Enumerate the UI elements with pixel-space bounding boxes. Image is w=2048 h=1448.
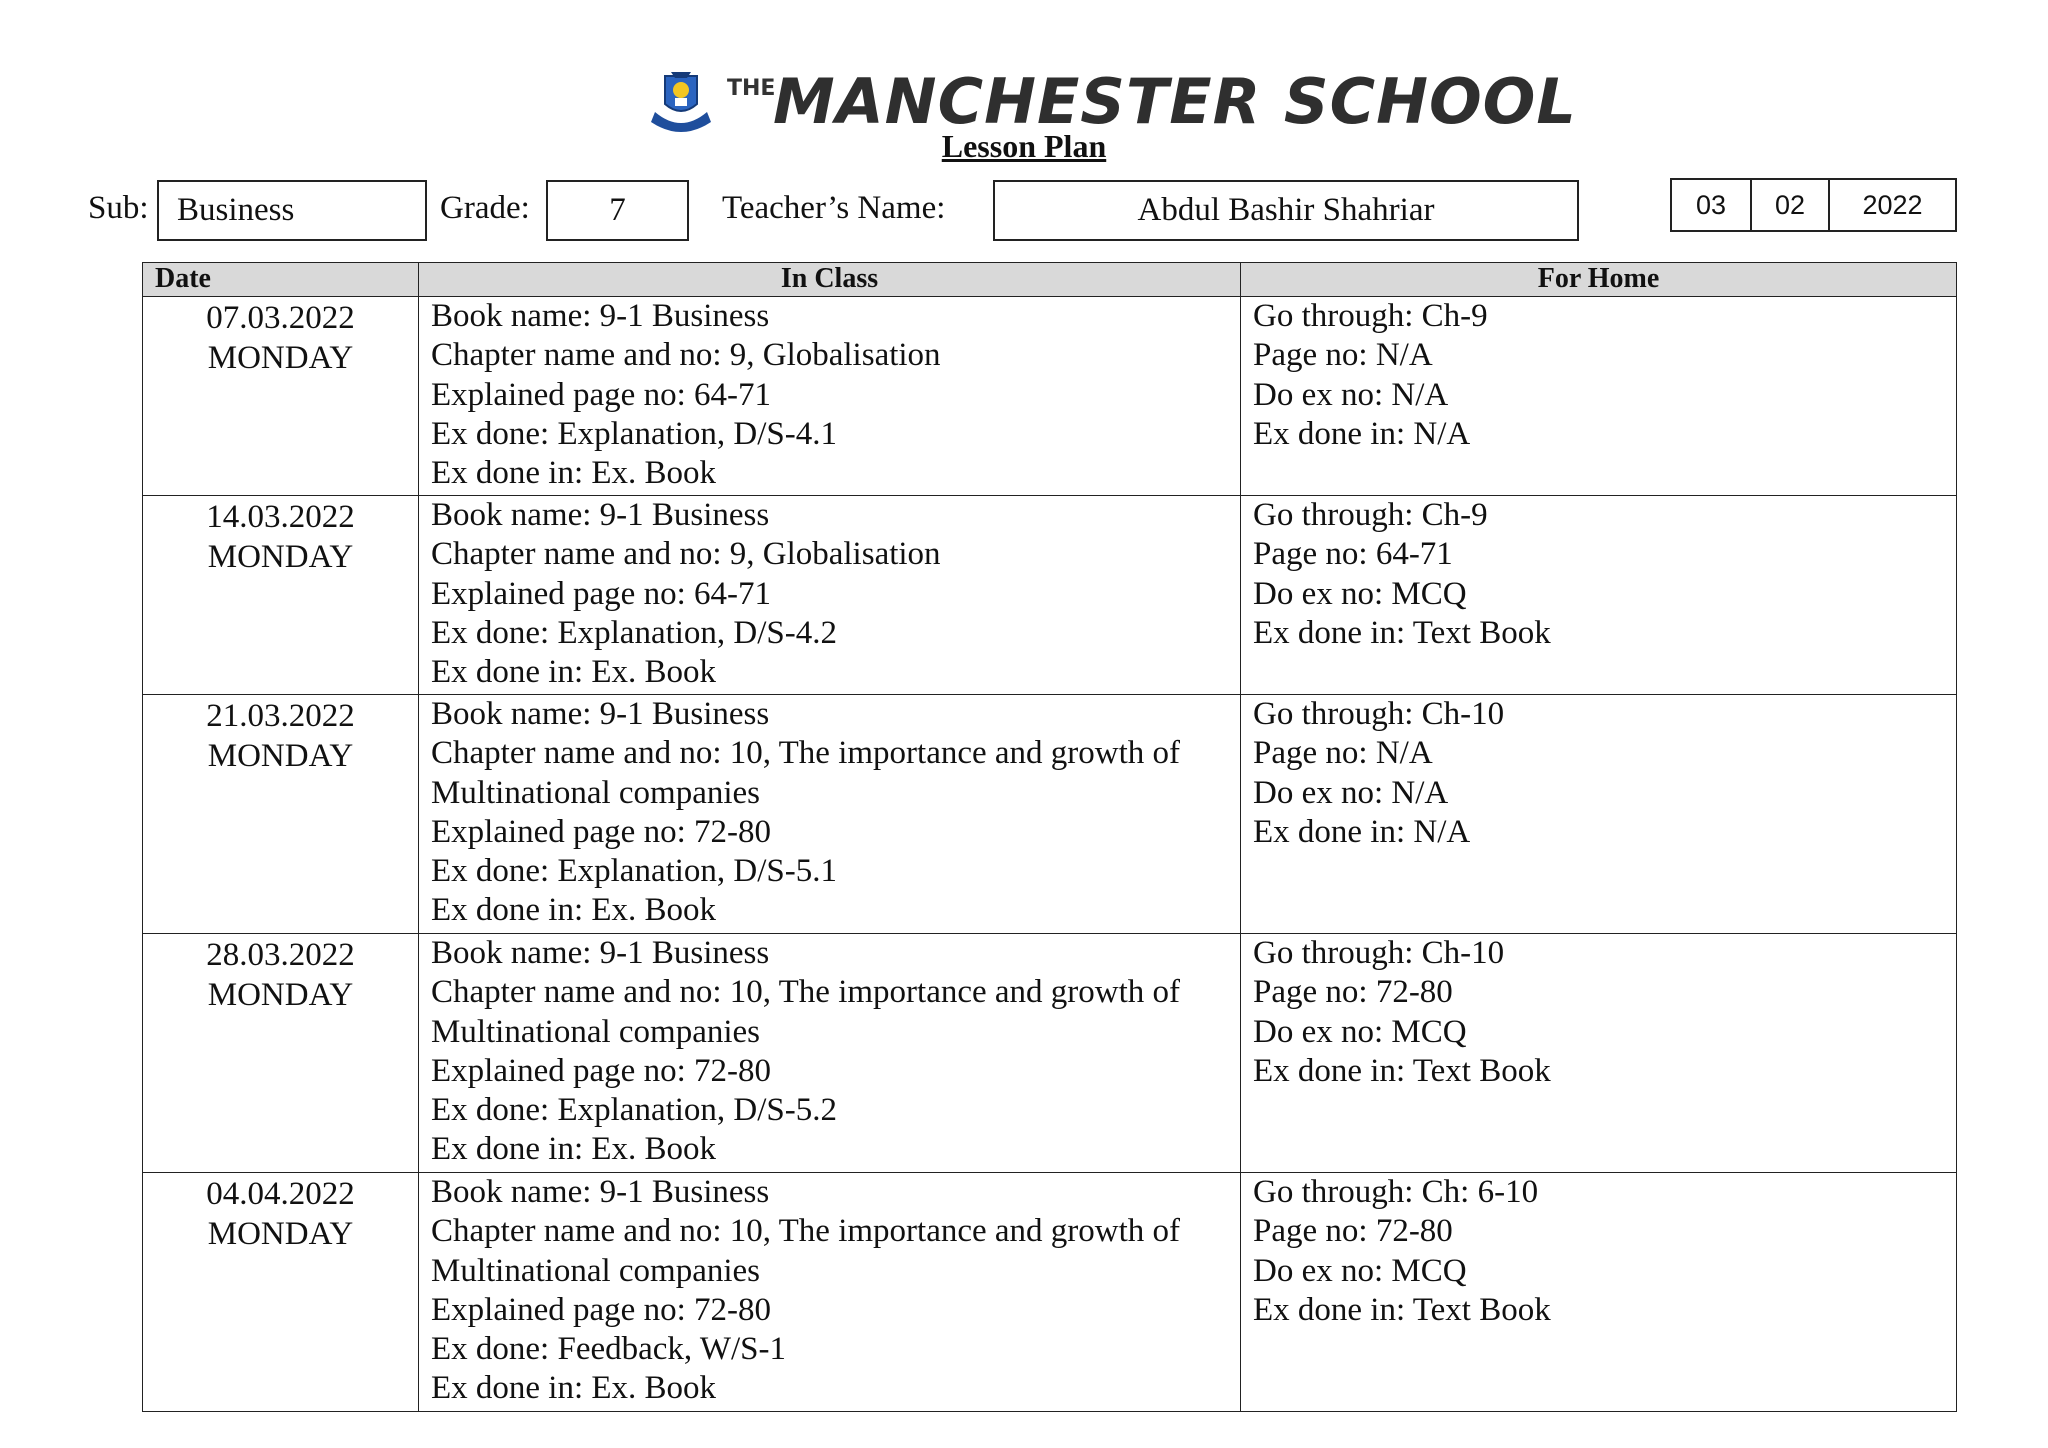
date-cell	[143, 695, 419, 934]
in-class-line: Explained page no: 72-80	[431, 1291, 771, 1328]
table-row	[143, 297, 1957, 496]
date-month: 02	[1752, 180, 1830, 230]
in-class-cell	[419, 1173, 1241, 1412]
in-class-line: Explained page no: 72-80	[431, 813, 771, 850]
row-date: 14.03.2022	[206, 499, 355, 535]
table-header-row	[143, 263, 1957, 297]
row-day: MONDAY	[207, 340, 354, 376]
for-home-line: Go through: Ch: 6-10	[1253, 1174, 1539, 1210]
date-field	[1670, 178, 1957, 232]
in-class-line: Chapter name and no: 9, Globalisation	[431, 536, 941, 573]
in-class-line: Ex done in: Ex. Book	[431, 455, 717, 492]
subject-field	[157, 180, 427, 241]
for-home-line: Ex done in: Text Book	[1253, 1052, 1551, 1089]
in-class-cell	[419, 297, 1241, 496]
date-cell	[143, 934, 419, 1173]
page-title: Lesson Plan	[941, 128, 1107, 164]
in-class-cell	[419, 934, 1241, 1173]
for-home-line: Do ex no: N/A	[1253, 774, 1449, 811]
in-class-line: Ex done in: Ex. Book	[431, 1131, 717, 1168]
lesson-plan-table	[142, 262, 1957, 1412]
subject-value: Business	[177, 192, 295, 228]
row-day: MONDAY	[207, 977, 354, 1013]
for-home-line: Go through: Ch-10	[1253, 935, 1505, 971]
grade-value: 7	[609, 192, 626, 228]
for-home-line: Ex done in: Text Book	[1253, 614, 1551, 651]
for-home-line: Do ex no: MCQ	[1253, 1252, 1467, 1289]
for-home-cell	[1241, 1173, 1957, 1412]
in-class-line: Chapter name and no: 10, The importance and growth of	[431, 735, 1181, 772]
for-home-line: Do ex no: MCQ	[1253, 575, 1467, 612]
row-date: 21.03.2022	[206, 698, 355, 734]
for-home-line: Ex done in: N/A	[1253, 813, 1471, 850]
date-cell	[143, 496, 419, 695]
in-class-line: Ex done in: Ex. Book	[431, 654, 717, 691]
date-cell	[143, 297, 419, 496]
date-year: 2022	[1862, 189, 1923, 220]
in-class-cell	[419, 695, 1241, 934]
header-in-class: In Class	[419, 263, 1241, 297]
for-home-line: Page no: 72-80	[1253, 1213, 1453, 1250]
in-class-line: Book name: 9-1 Business	[431, 935, 770, 971]
in-class-line: Multinational companies	[431, 1013, 761, 1050]
teacher-label: Teacher’s Name:	[722, 190, 946, 226]
header-for-home: For Home	[1241, 263, 1957, 297]
table-row	[143, 1173, 1957, 1412]
for-home-cell	[1241, 297, 1957, 496]
in-class-line: Ex done: Explanation, D/S-5.1	[431, 853, 838, 890]
for-home-line: Do ex no: N/A	[1253, 376, 1449, 413]
subject-label: Sub:	[88, 190, 149, 226]
in-class-line: Book name: 9-1 Business	[431, 696, 770, 732]
for-home-line: Go through: Ch-9	[1253, 497, 1488, 533]
in-class-line: Explained page no: 72-80	[431, 1052, 771, 1089]
in-class-line: Ex done: Explanation, D/S-4.1	[431, 415, 838, 452]
in-class-line: Book name: 9-1 Business	[431, 497, 770, 533]
in-class-line: Explained page no: 64-71	[431, 376, 771, 413]
in-class-line: Chapter name and no: 10, The importance and growth of	[431, 1213, 1181, 1250]
for-home-cell	[1241, 934, 1957, 1173]
date-cell	[143, 1173, 419, 1412]
for-home-cell	[1241, 496, 1957, 695]
for-home-line: Ex done in: N/A	[1253, 415, 1471, 452]
logo-the-text: THE	[727, 76, 776, 101]
table-row	[143, 695, 1957, 934]
row-date: 07.03.2022	[206, 300, 355, 336]
row-day: MONDAY	[207, 539, 354, 575]
table-row	[143, 934, 1957, 1173]
in-class-line: Ex done: Feedback, W/S-1	[431, 1331, 786, 1368]
for-home-line: Page no: 72-80	[1253, 974, 1453, 1011]
for-home-line: Page no: N/A	[1253, 337, 1433, 374]
for-home-line: Go through: Ch-9	[1253, 298, 1488, 334]
row-day: MONDAY	[207, 738, 354, 774]
row-date: 28.03.2022	[206, 937, 355, 973]
for-home-line: Ex done in: Text Book	[1253, 1291, 1551, 1328]
in-class-line: Multinational companies	[431, 1252, 761, 1289]
grade-label: Grade:	[440, 190, 530, 226]
for-home-line: Page no: N/A	[1253, 735, 1433, 772]
teacher-field	[993, 180, 1579, 241]
grade-field	[546, 180, 689, 241]
in-class-line: Ex done: Explanation, D/S-5.2	[431, 1092, 838, 1129]
in-class-line: Chapter name and no: 9, Globalisation	[431, 337, 941, 374]
date-day: 03	[1672, 180, 1752, 230]
in-class-cell	[419, 496, 1241, 695]
for-home-cell	[1241, 695, 1957, 934]
row-day: MONDAY	[207, 1216, 354, 1252]
header-date: Date	[143, 263, 419, 297]
in-class-line: Ex done in: Ex. Book	[431, 892, 717, 929]
for-home-line: Go through: Ch-10	[1253, 696, 1505, 732]
row-date: 04.04.2022	[206, 1176, 355, 1212]
in-class-line: Ex done in: Ex. Book	[431, 1370, 717, 1407]
table-row	[143, 496, 1957, 695]
in-class-line: Multinational companies	[431, 774, 761, 811]
teacher-value: Abdul Bashir Shahriar	[1137, 192, 1435, 228]
in-class-line: Ex done: Explanation, D/S-4.2	[431, 614, 838, 651]
for-home-line: Page no: 64-71	[1253, 536, 1453, 573]
in-class-line: Book name: 9-1 Business	[431, 298, 770, 334]
in-class-line: Book name: 9-1 Business	[431, 1174, 770, 1210]
for-home-line: Do ex no: MCQ	[1253, 1013, 1467, 1050]
in-class-line: Chapter name and no: 10, The importance and growth of	[431, 974, 1181, 1011]
logo-school-name: MANCHESTER SCHOOL	[773, 65, 1577, 138]
in-class-line: Explained page no: 64-71	[431, 575, 771, 612]
